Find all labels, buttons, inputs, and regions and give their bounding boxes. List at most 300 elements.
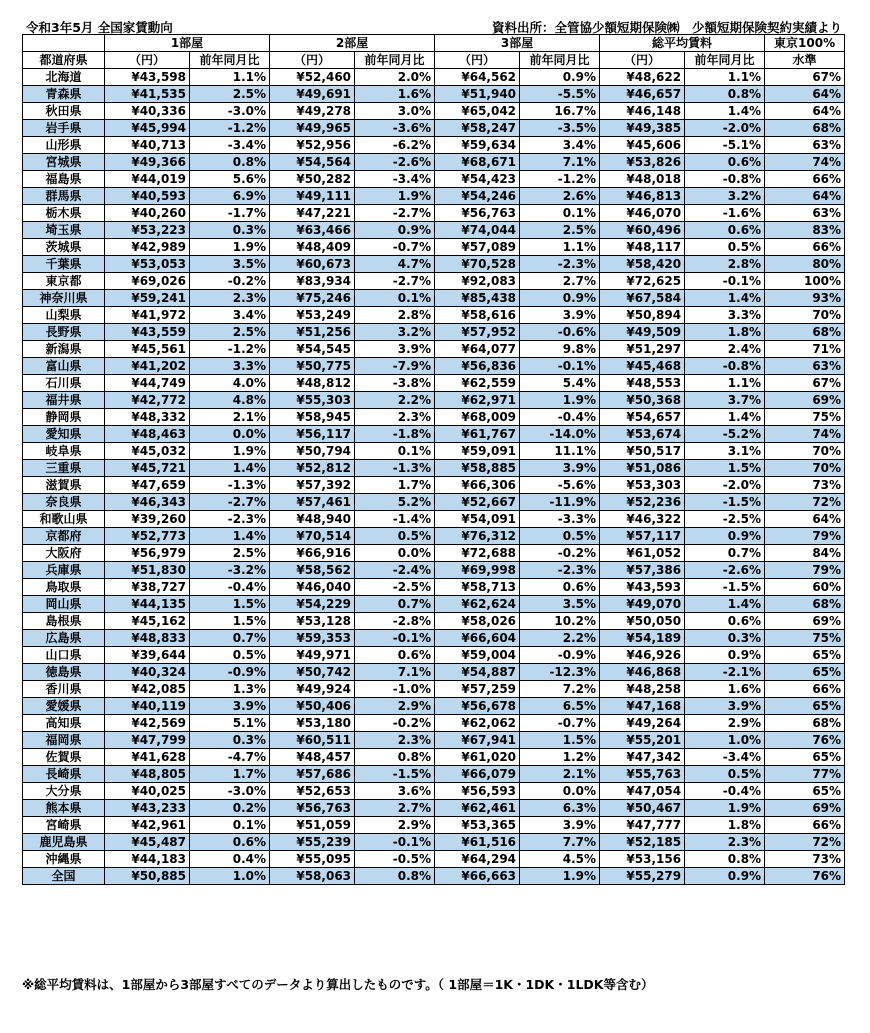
- prefecture-cell: 群馬県: [23, 188, 105, 205]
- value-cell: -2.1%: [685, 664, 765, 681]
- value-cell: 0.0%: [520, 783, 600, 800]
- value-cell: -1.7%: [190, 205, 270, 222]
- value-cell: ¥54,091: [435, 511, 520, 528]
- value-cell: -0.7%: [355, 239, 435, 256]
- value-cell: -0.1%: [685, 273, 765, 290]
- table-row: [23, 324, 845, 341]
- value-cell: 0.6%: [520, 579, 600, 596]
- value-cell: 0.5%: [355, 528, 435, 545]
- value-cell: ¥52,956: [270, 137, 355, 154]
- value-cell: ¥56,836: [435, 358, 520, 375]
- data-source: 資料出所：全管協少額短期保険㈱ 少額短期保険契約実績より: [491, 20, 842, 35]
- prefecture-cell: 岐阜県: [23, 443, 105, 460]
- value-cell: -2.4%: [355, 562, 435, 579]
- prefecture-cell: 秋田県: [23, 103, 105, 120]
- value-cell: 66%: [765, 817, 845, 834]
- table-row: [23, 239, 845, 256]
- prefecture-cell: 大分県: [23, 783, 105, 800]
- value-cell: -2.7%: [190, 494, 270, 511]
- value-cell: ¥49,070: [600, 596, 685, 613]
- value-cell: 10.2%: [520, 613, 600, 630]
- value-cell: 0.9%: [685, 528, 765, 545]
- value-cell: ¥70,514: [270, 528, 355, 545]
- value-cell: 2.7%: [355, 800, 435, 817]
- value-cell: ¥66,604: [435, 630, 520, 647]
- value-cell: -0.4%: [520, 409, 600, 426]
- value-cell: 3.1%: [685, 443, 765, 460]
- value-cell: 75%: [765, 409, 845, 426]
- value-cell: 1.7%: [190, 766, 270, 783]
- value-cell: ¥59,091: [435, 443, 520, 460]
- value-cell: ¥75,246: [270, 290, 355, 307]
- prefecture-cell: 滋賀県: [23, 477, 105, 494]
- value-cell: ¥67,941: [435, 732, 520, 749]
- value-cell: 0.9%: [520, 290, 600, 307]
- value-cell: -1.3%: [355, 460, 435, 477]
- value-cell: 0.1%: [520, 205, 600, 222]
- table-row: [23, 256, 845, 273]
- value-cell: ¥56,117: [270, 426, 355, 443]
- value-cell: 72%: [765, 494, 845, 511]
- column-header: 前年同月比: [355, 52, 435, 69]
- value-cell: -0.9%: [520, 647, 600, 664]
- value-cell: ¥45,561: [105, 341, 190, 358]
- table-row: [23, 613, 845, 630]
- value-cell: 0.4%: [190, 851, 270, 868]
- value-cell: 2.3%: [355, 409, 435, 426]
- value-cell: 1.1%: [190, 69, 270, 86]
- report-header: [22, 14, 842, 34]
- value-cell: 3.9%: [355, 341, 435, 358]
- value-cell: ¥47,777: [600, 817, 685, 834]
- value-cell: ¥59,241: [105, 290, 190, 307]
- value-cell: 6.5%: [520, 698, 600, 715]
- value-cell: 60%: [765, 579, 845, 596]
- value-cell: ¥51,297: [600, 341, 685, 358]
- value-cell: ¥66,916: [270, 545, 355, 562]
- value-cell: ¥40,336: [105, 103, 190, 120]
- prefecture-cell: 和歌山県: [23, 511, 105, 528]
- value-cell: 65%: [765, 647, 845, 664]
- value-cell: -0.4%: [190, 579, 270, 596]
- table-row: [23, 698, 845, 715]
- table-row: [23, 222, 845, 239]
- value-cell: 100%: [765, 273, 845, 290]
- value-cell: -11.9%: [520, 494, 600, 511]
- value-cell: ¥64,562: [435, 69, 520, 86]
- value-cell: 80%: [765, 256, 845, 273]
- value-cell: -5.5%: [520, 86, 600, 103]
- value-cell: ¥44,135: [105, 596, 190, 613]
- value-cell: ¥47,659: [105, 477, 190, 494]
- group-header-tokyo: 東京100%: [765, 35, 845, 52]
- value-cell: 79%: [765, 562, 845, 579]
- value-cell: 0.8%: [190, 154, 270, 171]
- value-cell: ¥49,924: [270, 681, 355, 698]
- prefecture-cell: 福島県: [23, 171, 105, 188]
- value-cell: 1.4%: [190, 528, 270, 545]
- value-cell: ¥46,868: [600, 664, 685, 681]
- value-cell: -2.5%: [685, 511, 765, 528]
- value-cell: ¥53,674: [600, 426, 685, 443]
- prefecture-cell: 東京都: [23, 273, 105, 290]
- table-row: [23, 86, 845, 103]
- value-cell: -1.4%: [355, 511, 435, 528]
- value-cell: ¥58,616: [435, 307, 520, 324]
- value-cell: -0.9%: [190, 664, 270, 681]
- value-cell: 1.8%: [685, 817, 765, 834]
- value-cell: ¥43,593: [600, 579, 685, 596]
- value-cell: 2.1%: [190, 409, 270, 426]
- table-row: [23, 596, 845, 613]
- value-cell: 72%: [765, 834, 845, 851]
- value-cell: ¥74,044: [435, 222, 520, 239]
- value-cell: ¥48,117: [600, 239, 685, 256]
- value-cell: ¥46,926: [600, 647, 685, 664]
- value-cell: ¥52,812: [270, 460, 355, 477]
- prefecture-cell: 全国: [23, 868, 105, 885]
- prefecture-cell: 岡山県: [23, 596, 105, 613]
- value-cell: 2.3%: [355, 732, 435, 749]
- value-cell: 2.1%: [520, 766, 600, 783]
- value-cell: 3.7%: [685, 392, 765, 409]
- value-cell: ¥48,457: [270, 749, 355, 766]
- value-cell: 1.6%: [685, 681, 765, 698]
- table-row: [23, 545, 845, 562]
- value-cell: 0.6%: [685, 154, 765, 171]
- value-cell: ¥42,961: [105, 817, 190, 834]
- value-cell: -0.2%: [190, 273, 270, 290]
- table-row: [23, 579, 845, 596]
- prefecture-cell: 千葉県: [23, 256, 105, 273]
- prefecture-cell: 宮崎県: [23, 817, 105, 834]
- value-cell: ¥48,833: [105, 630, 190, 647]
- value-cell: ¥55,095: [270, 851, 355, 868]
- value-cell: ¥48,622: [600, 69, 685, 86]
- value-cell: ¥54,189: [600, 630, 685, 647]
- prefecture-cell: 宮城県: [23, 154, 105, 171]
- value-cell: -5.6%: [520, 477, 600, 494]
- value-cell: ¥60,496: [600, 222, 685, 239]
- prefecture-cell: 兵庫県: [23, 562, 105, 579]
- value-cell: ¥46,343: [105, 494, 190, 511]
- value-cell: ¥38,727: [105, 579, 190, 596]
- prefecture-cell: 広島県: [23, 630, 105, 647]
- value-cell: 67%: [765, 375, 845, 392]
- value-cell: 1.1%: [520, 239, 600, 256]
- prefecture-cell: 山口県: [23, 647, 105, 664]
- value-cell: ¥42,085: [105, 681, 190, 698]
- value-cell: 68%: [765, 596, 845, 613]
- group-header-row: [23, 35, 845, 52]
- prefecture-cell: 京都府: [23, 528, 105, 545]
- value-cell: ¥41,628: [105, 749, 190, 766]
- value-cell: 75%: [765, 630, 845, 647]
- value-cell: ¥49,691: [270, 86, 355, 103]
- value-cell: -1.5%: [685, 579, 765, 596]
- value-cell: 2.4%: [685, 341, 765, 358]
- value-cell: ¥48,805: [105, 766, 190, 783]
- value-cell: 6.9%: [190, 188, 270, 205]
- value-cell: ¥57,259: [435, 681, 520, 698]
- value-cell: 3.4%: [520, 137, 600, 154]
- value-cell: 1.6%: [355, 86, 435, 103]
- value-cell: -3.3%: [520, 511, 600, 528]
- prefecture-cell: 北海道: [23, 69, 105, 86]
- value-cell: 2.2%: [520, 630, 600, 647]
- value-cell: ¥50,885: [105, 868, 190, 885]
- prefecture-cell: 沖縄県: [23, 851, 105, 868]
- value-cell: 2.5%: [190, 324, 270, 341]
- value-cell: 68%: [765, 324, 845, 341]
- value-cell: 0.5%: [685, 766, 765, 783]
- value-cell: 1.5%: [685, 460, 765, 477]
- table-row: [23, 630, 845, 647]
- value-cell: 4.5%: [520, 851, 600, 868]
- value-cell: 84%: [765, 545, 845, 562]
- value-cell: -0.5%: [355, 851, 435, 868]
- value-cell: 2.5%: [190, 545, 270, 562]
- value-cell: 0.9%: [685, 868, 765, 885]
- value-cell: 0.9%: [520, 69, 600, 86]
- table-row: [23, 154, 845, 171]
- value-cell: ¥46,040: [270, 579, 355, 596]
- table-row: [23, 681, 845, 698]
- value-cell: 1.9%: [520, 868, 600, 885]
- value-cell: 2.6%: [520, 188, 600, 205]
- table-row: [23, 715, 845, 732]
- value-cell: ¥47,168: [600, 698, 685, 715]
- table-row: [23, 766, 845, 783]
- value-cell: ¥58,562: [270, 562, 355, 579]
- column-header: （円）: [105, 52, 190, 69]
- value-cell: 3.9%: [190, 698, 270, 715]
- value-cell: ¥40,713: [105, 137, 190, 154]
- value-cell: ¥50,406: [270, 698, 355, 715]
- value-cell: ¥55,201: [600, 732, 685, 749]
- column-header: （円）: [270, 52, 355, 69]
- value-cell: ¥57,386: [600, 562, 685, 579]
- value-cell: -2.0%: [685, 477, 765, 494]
- value-cell: ¥51,086: [600, 460, 685, 477]
- corner-cell: [23, 35, 105, 52]
- value-cell: ¥43,598: [105, 69, 190, 86]
- table-row: [23, 732, 845, 749]
- value-cell: ¥42,569: [105, 715, 190, 732]
- value-cell: -5.1%: [685, 137, 765, 154]
- value-cell: 76%: [765, 868, 845, 885]
- value-cell: 1.9%: [190, 239, 270, 256]
- table-row: [23, 817, 845, 834]
- value-cell: ¥54,246: [435, 188, 520, 205]
- value-cell: ¥53,826: [600, 154, 685, 171]
- prefecture-cell: 新潟県: [23, 341, 105, 358]
- value-cell: ¥54,229: [270, 596, 355, 613]
- value-cell: -12.3%: [520, 664, 600, 681]
- value-cell: ¥54,545: [270, 341, 355, 358]
- value-cell: ¥70,528: [435, 256, 520, 273]
- value-cell: 1.4%: [685, 103, 765, 120]
- prefecture-cell: 熊本県: [23, 800, 105, 817]
- prefecture-cell: 香川県: [23, 681, 105, 698]
- value-cell: ¥50,894: [600, 307, 685, 324]
- value-cell: ¥53,128: [270, 613, 355, 630]
- value-cell: 69%: [765, 800, 845, 817]
- table-row: [23, 511, 845, 528]
- value-cell: ¥72,688: [435, 545, 520, 562]
- table-row: [23, 409, 845, 426]
- value-cell: 1.0%: [190, 868, 270, 885]
- value-cell: 2.9%: [355, 698, 435, 715]
- value-cell: -0.4%: [685, 783, 765, 800]
- table-row: [23, 443, 845, 460]
- value-cell: ¥54,564: [270, 154, 355, 171]
- value-cell: 2.2%: [355, 392, 435, 409]
- prefecture-cell: 徳島県: [23, 664, 105, 681]
- value-cell: ¥50,282: [270, 171, 355, 188]
- value-cell: ¥58,945: [270, 409, 355, 426]
- rent-table: [22, 34, 845, 885]
- value-cell: 1.2%: [520, 749, 600, 766]
- value-cell: ¥55,303: [270, 392, 355, 409]
- prefecture-cell: 鳥取県: [23, 579, 105, 596]
- value-cell: 7.1%: [520, 154, 600, 171]
- value-cell: ¥49,385: [600, 120, 685, 137]
- value-cell: -0.6%: [520, 324, 600, 341]
- prefecture-cell: 愛知県: [23, 426, 105, 443]
- value-cell: ¥58,713: [435, 579, 520, 596]
- value-cell: ¥40,324: [105, 664, 190, 681]
- value-cell: ¥52,773: [105, 528, 190, 545]
- value-cell: ¥54,887: [435, 664, 520, 681]
- value-cell: 0.1%: [355, 290, 435, 307]
- value-cell: ¥39,260: [105, 511, 190, 528]
- value-cell: -3.4%: [190, 137, 270, 154]
- value-cell: ¥62,062: [435, 715, 520, 732]
- prefecture-cell: 愛媛県: [23, 698, 105, 715]
- prefecture-cell: 長野県: [23, 324, 105, 341]
- value-cell: ¥50,467: [600, 800, 685, 817]
- value-cell: -1.2%: [190, 120, 270, 137]
- table-row: [23, 69, 845, 86]
- value-cell: ¥61,767: [435, 426, 520, 443]
- value-cell: ¥49,264: [600, 715, 685, 732]
- value-cell: ¥48,940: [270, 511, 355, 528]
- value-cell: -0.2%: [520, 545, 600, 562]
- value-cell: 1.4%: [190, 460, 270, 477]
- table-row: [23, 392, 845, 409]
- value-cell: -1.6%: [685, 205, 765, 222]
- value-cell: 64%: [765, 86, 845, 103]
- value-cell: 7.1%: [355, 664, 435, 681]
- value-cell: 0.3%: [190, 222, 270, 239]
- value-cell: ¥55,239: [270, 834, 355, 851]
- value-cell: ¥41,202: [105, 358, 190, 375]
- prefecture-cell: 福岡県: [23, 732, 105, 749]
- value-cell: ¥59,353: [270, 630, 355, 647]
- table-row: [23, 647, 845, 664]
- value-cell: 2.3%: [685, 834, 765, 851]
- value-cell: 65%: [765, 698, 845, 715]
- table-row: [23, 494, 845, 511]
- table-row: [23, 749, 845, 766]
- value-cell: 0.5%: [520, 528, 600, 545]
- value-cell: 68%: [765, 120, 845, 137]
- table-row: [23, 868, 845, 885]
- value-cell: ¥43,233: [105, 800, 190, 817]
- value-cell: 64%: [765, 511, 845, 528]
- value-cell: -3.2%: [190, 562, 270, 579]
- column-header: 前年同月比: [685, 52, 765, 69]
- value-cell: 1.5%: [190, 613, 270, 630]
- table-row: [23, 800, 845, 817]
- table-body: [23, 69, 845, 885]
- value-cell: ¥58,885: [435, 460, 520, 477]
- value-cell: ¥42,772: [105, 392, 190, 409]
- value-cell: 0.7%: [685, 545, 765, 562]
- prefecture-cell: 栃木県: [23, 205, 105, 222]
- value-cell: 0.8%: [685, 851, 765, 868]
- value-cell: ¥41,535: [105, 86, 190, 103]
- value-cell: 4.8%: [190, 392, 270, 409]
- value-cell: -2.8%: [355, 613, 435, 630]
- value-cell: ¥44,019: [105, 171, 190, 188]
- value-cell: ¥45,032: [105, 443, 190, 460]
- value-cell: ¥50,517: [600, 443, 685, 460]
- value-cell: ¥43,559: [105, 324, 190, 341]
- value-cell: ¥60,511: [270, 732, 355, 749]
- value-cell: ¥46,657: [600, 86, 685, 103]
- value-cell: ¥46,070: [600, 205, 685, 222]
- value-cell: 0.3%: [685, 630, 765, 647]
- value-cell: ¥49,971: [270, 647, 355, 664]
- value-cell: 3.5%: [190, 256, 270, 273]
- table-row: [23, 460, 845, 477]
- value-cell: ¥45,162: [105, 613, 190, 630]
- table-row: [23, 358, 845, 375]
- value-cell: ¥65,042: [435, 103, 520, 120]
- group-header-3room: 3部屋: [435, 35, 600, 52]
- table-row: [23, 851, 845, 868]
- value-cell: ¥58,026: [435, 613, 520, 630]
- value-cell: ¥61,020: [435, 749, 520, 766]
- value-cell: 71%: [765, 341, 845, 358]
- value-cell: 0.7%: [355, 596, 435, 613]
- value-cell: 0.8%: [355, 749, 435, 766]
- value-cell: ¥63,466: [270, 222, 355, 239]
- column-header: （円）: [435, 52, 520, 69]
- value-cell: -2.6%: [685, 562, 765, 579]
- value-cell: 0.7%: [190, 630, 270, 647]
- value-cell: ¥58,420: [600, 256, 685, 273]
- value-cell: 66%: [765, 171, 845, 188]
- value-cell: ¥40,260: [105, 205, 190, 222]
- value-cell: -1.5%: [355, 766, 435, 783]
- prefecture-cell: 岩手県: [23, 120, 105, 137]
- value-cell: ¥61,052: [600, 545, 685, 562]
- column-header: 都道府県: [23, 52, 105, 69]
- value-cell: 6.3%: [520, 800, 600, 817]
- value-cell: 70%: [765, 307, 845, 324]
- value-cell: ¥76,312: [435, 528, 520, 545]
- value-cell: ¥62,461: [435, 800, 520, 817]
- value-cell: ¥62,559: [435, 375, 520, 392]
- value-cell: 83%: [765, 222, 845, 239]
- value-cell: ¥50,368: [600, 392, 685, 409]
- value-cell: -3.4%: [685, 749, 765, 766]
- value-cell: 77%: [765, 766, 845, 783]
- value-cell: ¥47,342: [600, 749, 685, 766]
